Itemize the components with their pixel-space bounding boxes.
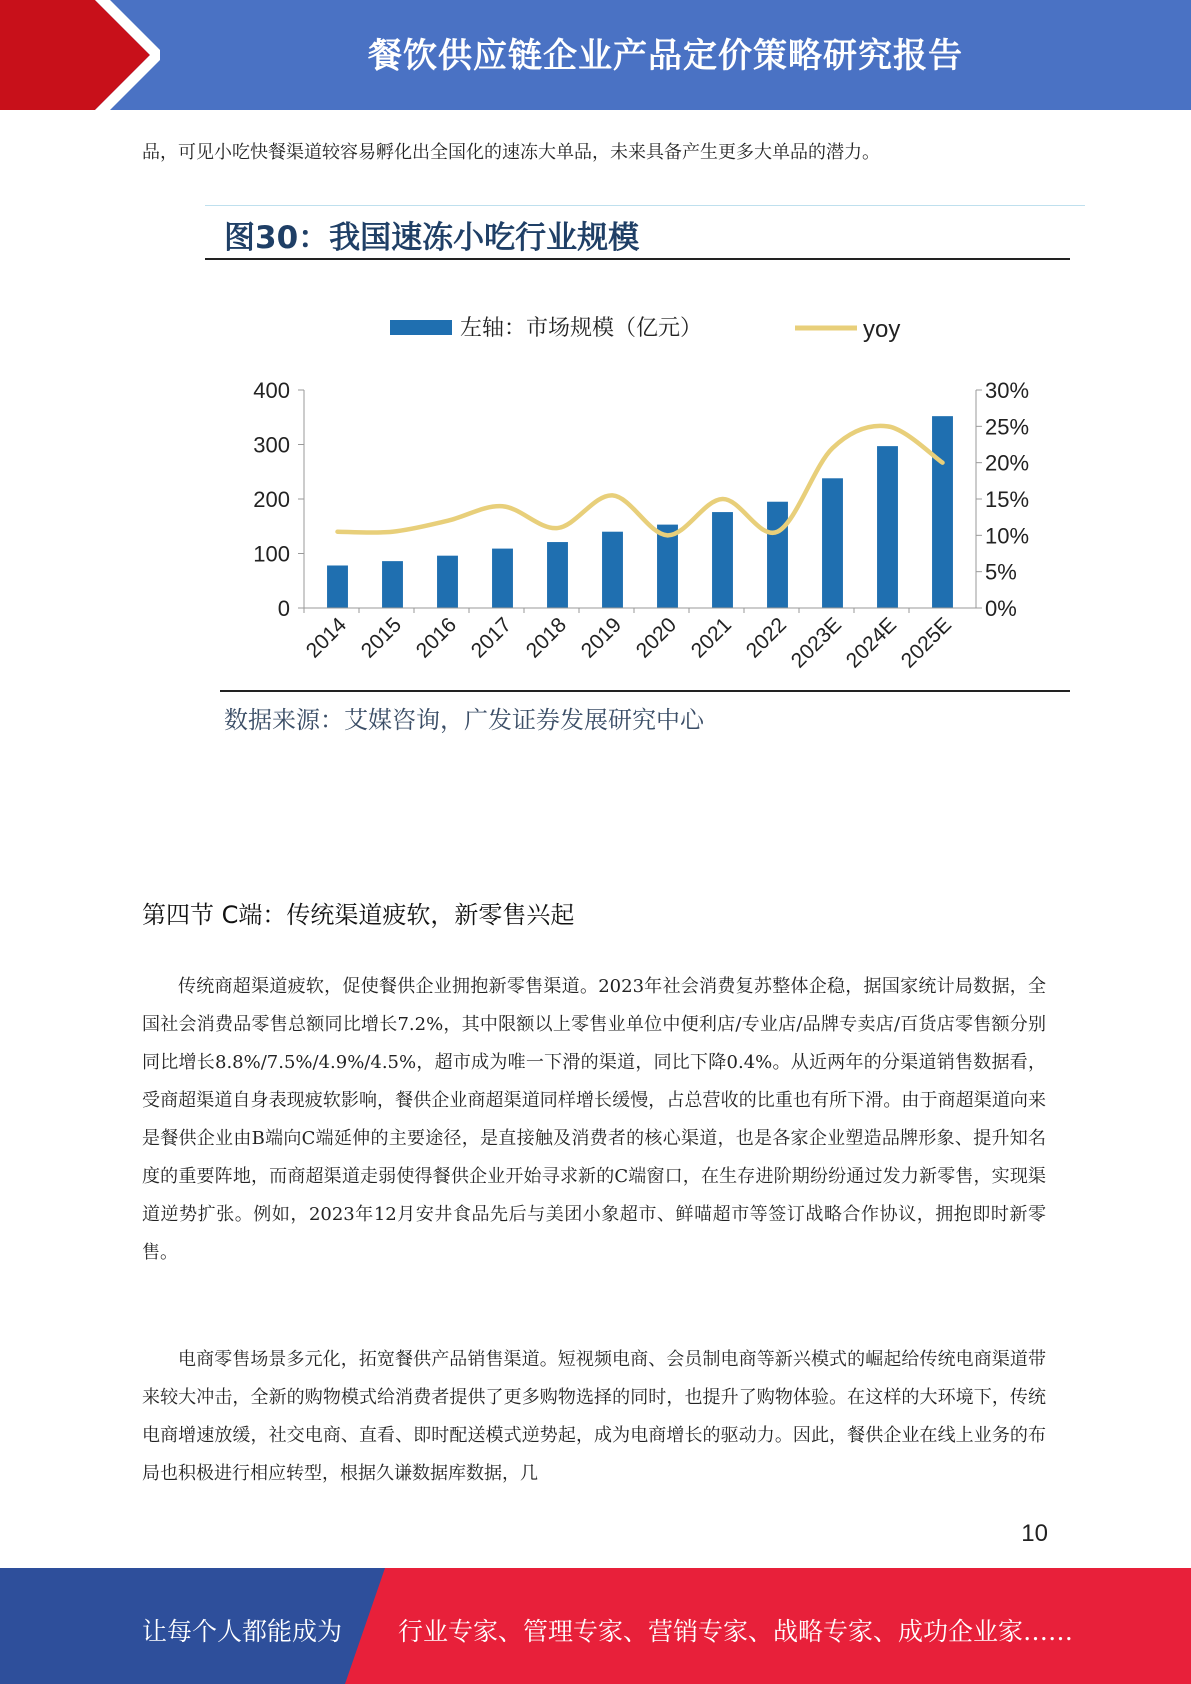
x-tick-label: 2016	[411, 613, 462, 663]
right-tick-label: 30%	[985, 378, 1030, 403]
x-tick-label: 2020	[631, 613, 682, 663]
bar-2024E	[877, 446, 898, 608]
figure-title: 图30：我国速冻小吃行业规模	[224, 220, 640, 256]
x-tick-label: 2022	[741, 613, 792, 663]
figure-top-line	[205, 205, 1085, 206]
chart-legend	[390, 316, 900, 343]
section-heading: 第四节 C端：传统渠道疲软，新零售兴起	[142, 901, 575, 929]
x-tick-label: 2023E	[786, 613, 847, 673]
body-paragraph-1: 传统商超渠道疲软，促使餐供企业拥抱新零售渠道。2023年社会消费复苏整体企稳，据国家统计局数据，全国社会消费品零售总额同比增长7.2%，其中限额以上零售业单位中便利店/专业店/品牌专卖店/百货店零售额分别同比增长8.8%/7.5%/4.9%/4.5%，超市成为唯一下滑的渠道，同比下降0.4%。从近两年的分渠道销售数据看，受商超渠道自身表现疲软影响，餐供企业商超渠道同样增长缓慢，占总营收的比重也有所下滑。由于商超渠道向来是餐供企业由B端向C端延伸的主要途径，是直接触及消费者的核心渠道，也是各家企业塑造品牌形象、提升知名度的重要阵地，而商超渠道走弱使得餐供企业开始寻求新的C端窗口，在生存进阶期纷纷通过发力新零售，实现渠道逆势扩张。例如，2023年12月安井食品先后与美团小象超市、鲜喵超市等签订战略合作协议，拥抱即时新零售。	[142, 976, 1046, 1263]
document-title: 餐饮供应链企业产品定价策略研究报告	[368, 36, 963, 76]
left-tick-label: 200	[253, 487, 290, 512]
x-tick-label: 2014	[301, 613, 352, 663]
right-tick-label: 10%	[985, 523, 1030, 549]
bar-2014	[327, 565, 348, 608]
bar-2021	[712, 512, 733, 608]
left-tick-label: 400	[253, 378, 290, 403]
right-tick-label: 25%	[985, 414, 1030, 440]
legend-bar-label: 左轴：市场规模（亿元）	[460, 316, 703, 341]
intro-paragraph: 品，可见小吃快餐渠道较容易孵化出全国化的速冻大单品，未来具备产生更多大单品的潜力。	[142, 142, 880, 163]
x-tick-label: 2017	[466, 613, 517, 663]
bar-2022	[767, 502, 788, 608]
figure-title-rule	[205, 258, 1070, 260]
x-tick-label: 2019	[576, 613, 627, 663]
x-tick-label: 2015	[356, 613, 407, 663]
yoy-line	[338, 426, 943, 535]
figure-source: 数据来源：艾媒咨询，广发证券发展研究中心	[224, 706, 704, 734]
x-tick-label: 2024E	[841, 613, 902, 673]
bar-2023E	[822, 478, 843, 608]
right-tick-label: 15%	[985, 487, 1030, 512]
left-tick-label: 0	[277, 596, 290, 621]
bar-2019	[602, 532, 623, 608]
figure-bottom-rule	[220, 690, 1070, 692]
x-tick-label: 2025E	[896, 613, 957, 673]
bar-2017	[492, 549, 513, 608]
x-tick-label: 2021	[686, 613, 737, 663]
legend-line-label: yoy	[863, 316, 901, 343]
footer-slogan-right: 行业专家、管理专家、营销专家、战略专家、成功企业家……	[398, 1617, 1074, 1646]
page-header	[0, 0, 1191, 110]
body-paragraph-2: 电商零售场景多元化，拓宽餐供产品销售渠道。短视频电商、会员制电商等新兴模式的崛起给传统电商渠道带来较大冲击，全新的购物模式给消费者提供了更多购物选择的同时，也提升了购物体验。在这样的大环境下，传统电商增速放缓，社交电商、直看、即时配送模式逆势起，成为电商增长的驱动力。因此，餐供企业在线上业务的布局也积极进行相应转型，根据久谦数据库数据，几	[142, 1349, 1046, 1484]
right-tick-label: 0%	[985, 596, 1017, 621]
bar-2025E	[932, 416, 953, 608]
bar-2015	[382, 561, 403, 608]
page-number: 10	[1021, 1520, 1048, 1547]
left-tick-label: 100	[253, 541, 290, 567]
header-arrow-decoration	[0, 0, 160, 110]
legend-bar-swatch	[390, 320, 452, 335]
footer-slogan-left: 让每个人都能成为	[142, 1617, 343, 1646]
left-tick-label: 300	[253, 432, 290, 458]
market-size-chart	[205, 290, 1085, 690]
right-tick-label: 20%	[985, 450, 1030, 476]
right-tick-label: 5%	[985, 559, 1017, 585]
x-tick-label: 2018	[521, 613, 572, 663]
bar-2018	[547, 542, 568, 608]
bar-2016	[437, 556, 458, 608]
